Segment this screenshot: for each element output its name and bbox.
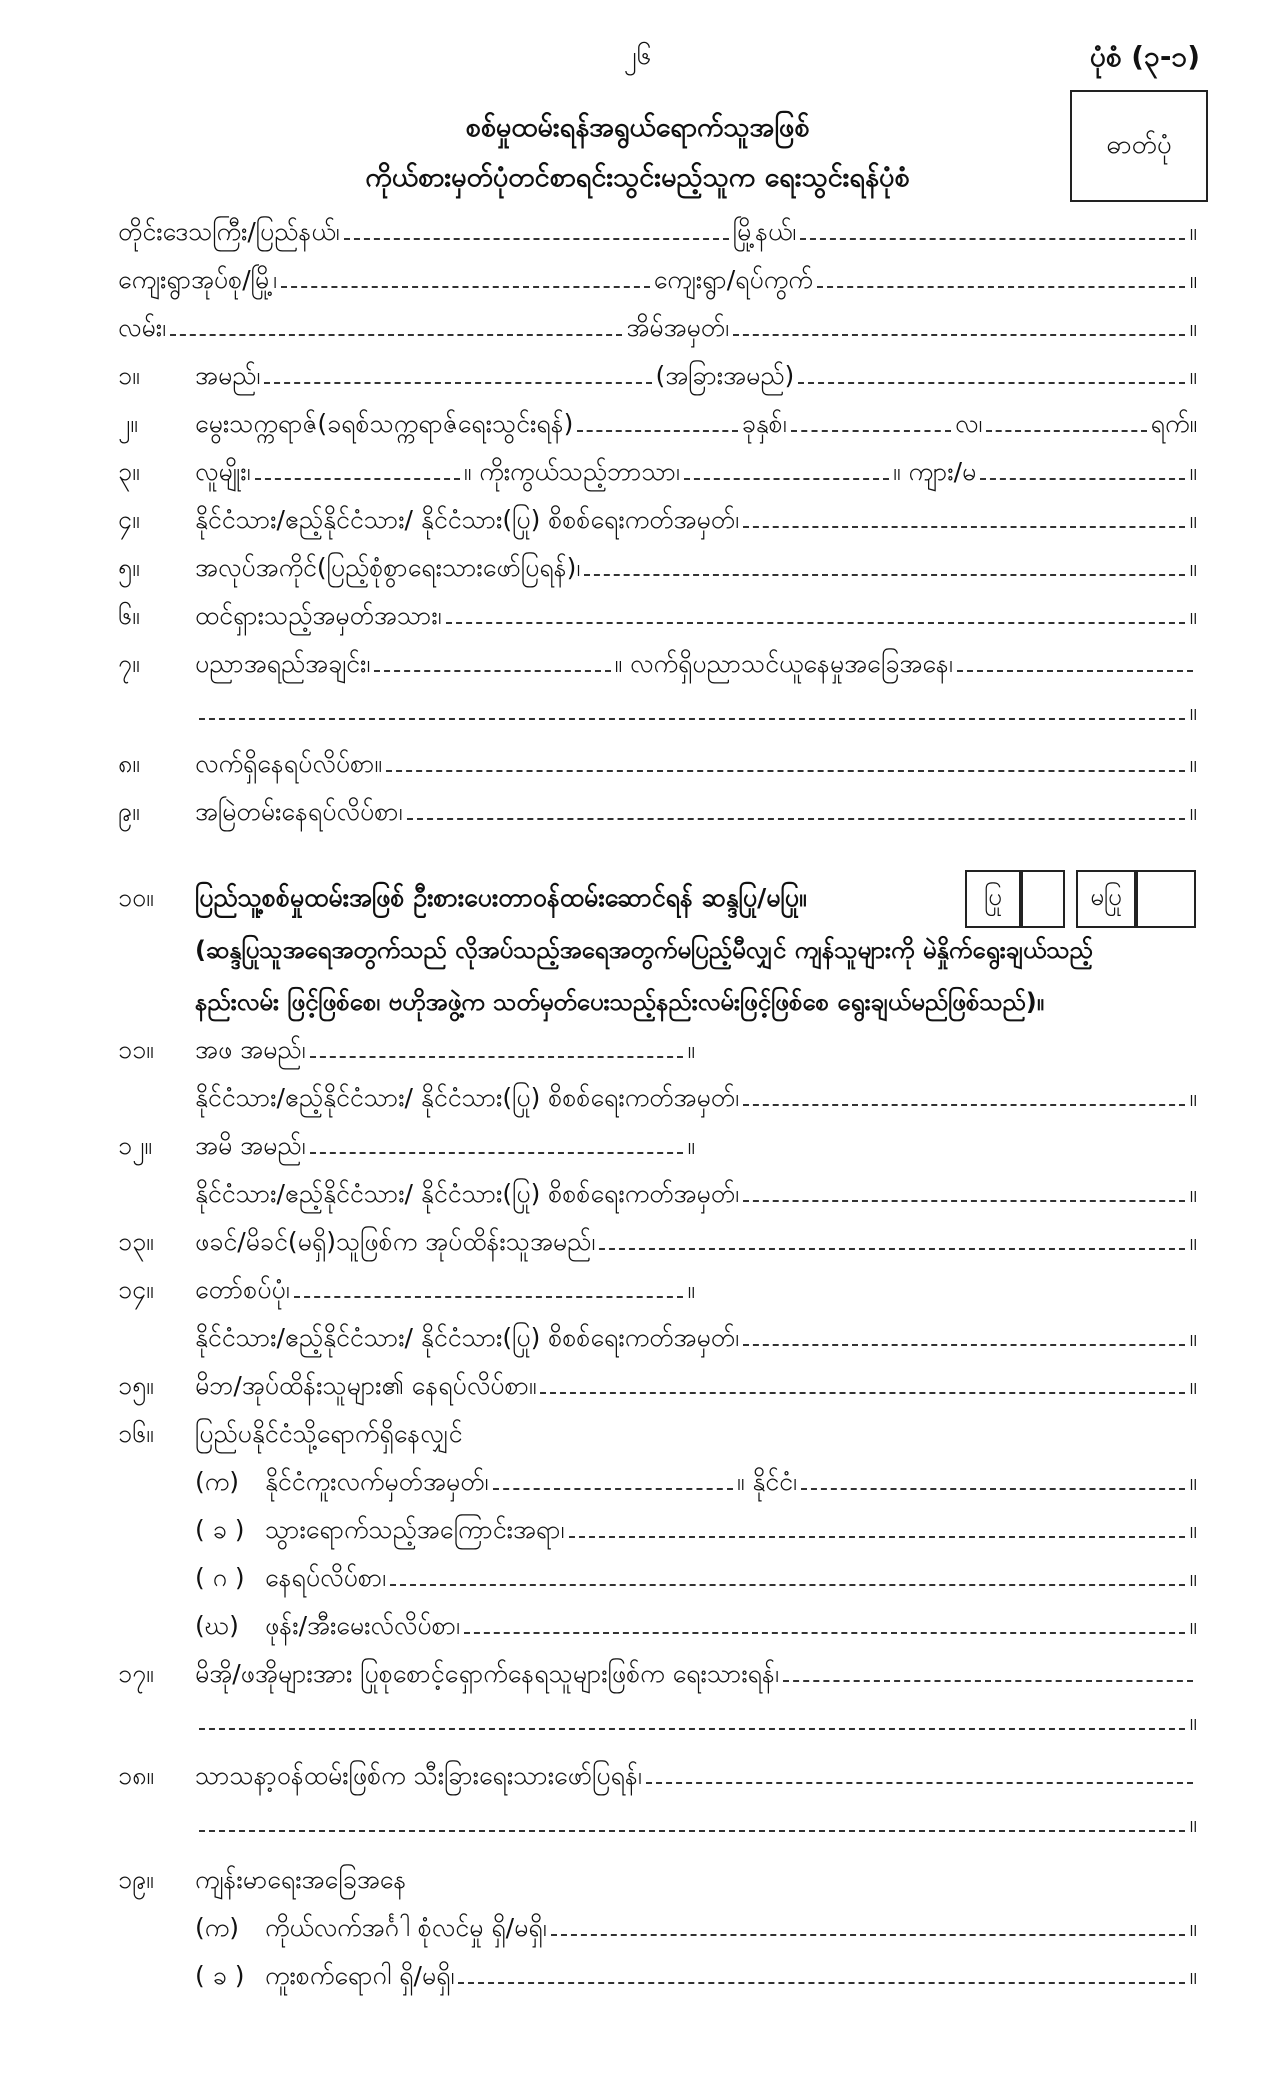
item-9-row <box>195 792 1197 832</box>
month-label: လ၊ <box>954 409 983 438</box>
race-field[interactable] <box>255 452 460 480</box>
study-status-field-continued[interactable] <box>199 692 1185 720</box>
form-title-line-2: ကိုယ်စားမှတ်ပုံတင်စာရင်းသွင်းမည့်သူက ရေးသွင်းရန်ပုံစံ <box>365 162 910 193</box>
health-disease-row <box>195 1956 1197 1996</box>
end-mark: ။ <box>1189 1563 1197 1592</box>
guardian-nrc-field[interactable] <box>743 1318 1185 1346</box>
item-9-number: ၉။ <box>118 797 140 826</box>
mother-nrc-field[interactable] <box>743 1174 1185 1202</box>
sub-letter-kha: ( ခ ) <box>195 1515 245 1544</box>
village-tract-label: ကျေးရွာအုပ်စု/မြို့၊ <box>118 265 277 294</box>
item-11-number: ၁၁။ <box>118 1035 154 1064</box>
page-number: ၂၆ <box>623 41 652 71</box>
end-mark: ။ <box>1189 601 1197 630</box>
end-mark: ။ <box>1189 265 1197 294</box>
end-mark: ။ <box>1189 553 1197 582</box>
race-label: လူမျိုး၊ <box>195 457 251 486</box>
consent-question: ပြည်သူ့စစ်မှုထမ်းအဖြစ် ဦးစားပေးတာဝန်ထမ်းဆောင်ရန် ဆန္ဒပြု/မပြု။ <box>195 883 807 912</box>
item-13-number: ၁၃။ <box>118 1227 154 1256</box>
parents-address-label: မိဘ/အုပ်ထိန်းသူများ၏ နေရပ်လိပ်စာ။ <box>195 1371 537 1400</box>
location-row-2 <box>118 260 1197 300</box>
day-label: ရက်။ <box>1150 409 1197 438</box>
caregiver-row <box>195 1654 1197 1694</box>
gender-label: ။ ကျား/မ <box>893 457 977 486</box>
end-mark: ။ <box>1189 1371 1197 1400</box>
house-field[interactable] <box>733 308 1185 336</box>
item-16-number: ၁၆။ <box>118 1419 154 1448</box>
passport-label: နိုင်ငံကူးလက်မှတ်အမှတ်၊ <box>265 1467 489 1496</box>
occupation-label: အလုပ်အကိုင်(ပြည့်စုံစွာရေးသားဖော်ပြရန်)၊ <box>195 553 581 582</box>
abroad-address-field[interactable] <box>390 1558 1185 1586</box>
end-mark: ။ <box>1189 749 1197 778</box>
disease-field[interactable] <box>458 1956 1185 1984</box>
country-label: ။ နိုင်ငံ၊ <box>736 1467 797 1496</box>
item-18-number: ၁၈။ <box>118 1761 154 1790</box>
sub-letter-ka: (က) <box>195 1467 239 1496</box>
form-title-line-1: စစ်မှုထမ်းရန်အရွယ်ရောက်သူအဖြစ် <box>465 112 810 143</box>
consent-no-label: မပြု <box>1090 883 1122 911</box>
region-label: တိုင်းဒေသကြီး/ပြည်နယ်၊ <box>118 217 340 246</box>
end-mark: ။ <box>1189 1809 1197 1838</box>
guardian-field[interactable] <box>599 1222 1185 1250</box>
health-limbs-row <box>195 1908 1197 1948</box>
country-field[interactable] <box>801 1462 1185 1490</box>
item-6-number: ၆။ <box>118 601 140 630</box>
item-8-number: ၈။ <box>118 749 140 778</box>
village-label: ကျေးရွာ/ရပ်ကွက် <box>653 265 813 294</box>
father-nrc-label: နိုင်ငံသား/ဧည့်နိုင်ငံသား/ နိုင်ငံသား(ပြု) စိစစ်ရေးကတ်အမှတ်၊ <box>195 1083 740 1112</box>
street-label: လမ်း၊ <box>118 313 167 342</box>
item-2-number: ၂။ <box>118 409 138 438</box>
dob-month-field[interactable] <box>791 404 951 432</box>
education-field[interactable] <box>374 644 610 672</box>
father-name-label: အဖ အမည်၊ <box>195 1035 306 1064</box>
item-3-row <box>195 452 1197 492</box>
location-row-3 <box>118 308 1197 348</box>
study-status-label: ။ လက်ရှိပညာသင်ယူနေမှုအခြေအနေ၊ <box>614 649 953 678</box>
dob-day-field[interactable] <box>986 404 1146 432</box>
item-19-number: ၁၉။ <box>118 1865 154 1894</box>
religious-row-continued <box>195 1804 1197 1844</box>
abroad-passport-row <box>195 1462 1197 1502</box>
gender-field[interactable] <box>980 452 1185 480</box>
religious-label: သာသနာ့ဝန်ထမ်းဖြစ်က သီးခြားရေးသားဖော်ပြရန်၊ <box>195 1761 642 1790</box>
end-mark: ။ <box>1189 1707 1197 1736</box>
guardian-row <box>195 1222 1197 1262</box>
item-5-number: ၅။ <box>118 553 140 582</box>
item-8-row <box>195 744 1197 784</box>
consent-no-checkbox[interactable] <box>1136 870 1196 928</box>
dob-label: မွေးသက္ကရာဇ်(ခရစ်သက္ကရာဇ်ရေးသွင်းရန်) <box>195 409 574 438</box>
item-3-number: ၃။ <box>118 457 140 486</box>
guardian-nrc-row <box>195 1318 1197 1358</box>
religion-field[interactable] <box>684 452 889 480</box>
permanent-address-label: အမြဲတမ်းနေရပ်လိပ်စာ၊ <box>195 797 403 826</box>
consent-yes-checkbox[interactable] <box>1021 870 1065 928</box>
end-mark: ။ <box>687 1131 695 1160</box>
guardian-nrc-label: နိုင်ငံသား/ဧည့်နိုင်ငံသား/ နိုင်ငံသား(ပြု) စိစစ်ရေးကတ်အမှတ်၊ <box>195 1323 740 1352</box>
end-mark: ။ <box>1189 797 1197 826</box>
sub-letter-kha: ( ခ ) <box>195 1961 245 1990</box>
end-mark: ။ <box>1189 1467 1197 1496</box>
township-label: မြို့နယ်၊ <box>732 217 797 246</box>
item-4-number: ၄။ <box>118 505 140 534</box>
year-label: ခုနှစ်၊ <box>741 409 787 438</box>
disease-label: ကူးစက်ရောဂါ ရှိ/မရှိ၊ <box>265 1961 455 1990</box>
study-status-field[interactable] <box>957 644 1193 672</box>
end-mark: ။ <box>1189 1323 1197 1352</box>
sub-letter-gha: (ဃ) <box>195 1611 239 1640</box>
health-label: ကျန်းမာရေးအခြေအနေ <box>195 1865 407 1894</box>
marks-field[interactable] <box>446 596 1186 624</box>
sub-letter-ka: (က) <box>195 1913 239 1942</box>
end-mark: ။ <box>1189 1961 1197 1990</box>
item-7-number: ၇။ <box>118 649 140 678</box>
marks-label: ထင်ရှားသည့်အမှတ်အသား၊ <box>195 601 442 630</box>
caregiver-label: မိအို/ဖအိုများအား ပြုစုစောင့်ရှောက်နေရသူများဖြစ်က ရေးသားရန်၊ <box>195 1659 779 1688</box>
guardian-label: ဖခင်/မိခင်(မရှိ)သူဖြစ်က အုပ်ထိန်းသူအမည်၊ <box>195 1227 596 1256</box>
father-nrc-row <box>195 1078 1197 1118</box>
end-mark: ။ <box>1189 361 1197 390</box>
end-mark: ။ <box>1189 1913 1197 1942</box>
parents-address-row <box>195 1366 1197 1406</box>
current-address-field[interactable] <box>386 744 1185 772</box>
end-mark: ။ <box>687 1275 695 1304</box>
permanent-address-field[interactable] <box>407 792 1186 820</box>
item-17-number: ၁၇။ <box>118 1659 154 1688</box>
item-1-number: ၁။ <box>118 361 140 390</box>
mother-name-label: အမိ အမည်၊ <box>195 1131 306 1160</box>
consent-yes-label: ပြု <box>984 883 1002 911</box>
name-field[interactable] <box>264 356 651 384</box>
photo-box-label: ဓာတ်ပုံ <box>1106 129 1172 160</box>
religious-row <box>195 1756 1197 1796</box>
region-field[interactable] <box>344 212 729 240</box>
end-mark: ။ <box>1189 1227 1197 1256</box>
mother-nrc-row <box>195 1174 1197 1214</box>
location-row-1 <box>118 212 1197 252</box>
relation-field[interactable] <box>294 1270 684 1298</box>
item-14-number: ၁၄။ <box>118 1275 154 1304</box>
religion-label: ။ ကိုးကွယ်သည့်ဘာသာ၊ <box>463 457 680 486</box>
end-mark: ။ <box>1189 697 1197 726</box>
other-name-label: (အခြားအမည်) <box>655 361 795 390</box>
purpose-field[interactable] <box>569 1510 1186 1538</box>
nrc-label: နိုင်ငံသား/ဧည့်နိုင်ငံသား/ နိုင်ငံသား(ပြု) စိစစ်ရေးကတ်အမှတ်၊ <box>195 505 740 534</box>
mother-row <box>195 1126 695 1166</box>
relation-row <box>195 1270 695 1310</box>
purpose-label: သွားရောက်သည့်အကြောင်းအရာ၊ <box>265 1515 565 1544</box>
caregiver-field[interactable] <box>783 1654 1193 1682</box>
abroad-address-row <box>195 1558 1197 1598</box>
father-nrc-field[interactable] <box>743 1078 1185 1106</box>
caregiver-row-continued <box>195 1702 1197 1742</box>
end-mark: ။ <box>1189 1611 1197 1640</box>
item-7-row <box>195 644 1197 684</box>
consent-note-line-1: (ဆန္ဒပြုသူအရေအတွက်သည် လိုအပ်သည့်အရေအတွက်မပြည့်မီလျှင် ကျန်သူများကို မဲနှိုက်ရွေးချယ်သည့် <box>195 936 1093 964</box>
street-field[interactable] <box>170 308 622 336</box>
sub-letter-ga: ( ဂ ) <box>195 1563 245 1592</box>
township-field[interactable] <box>800 212 1185 240</box>
consent-note-line-2: နည်းလမ်း ဖြင့်ဖြစ်စေ၊ ဗဟိုအဖွဲ့က သတ်မှတ်ပေးသည့်နည်းလမ်းဖြင့်ဖြစ်စေ ရွေးချယ်မည်ဖြစ်သည်)။ <box>195 988 1044 1016</box>
passport-field[interactable] <box>493 1462 733 1490</box>
education-label: ပညာအရည်အချင်း၊ <box>195 649 371 678</box>
village-tract-field[interactable] <box>281 260 650 288</box>
form-number: ပုံစံ (၃-၁) <box>1089 40 1200 73</box>
parents-address-field[interactable] <box>540 1366 1185 1394</box>
limbs-label: ကိုယ်လက်အင်္ဂါ စုံလင်မှု ရှိ/မရှိ၊ <box>265 1913 547 1942</box>
end-mark: ။ <box>1189 1515 1197 1544</box>
other-name-field[interactable] <box>798 356 1185 384</box>
end-mark: ။ <box>1189 1179 1197 1208</box>
current-address-label: လက်ရှိနေရပ်လိပ်စာ။ <box>195 749 382 778</box>
father-name-field[interactable] <box>310 1030 684 1058</box>
religious-field-continued[interactable] <box>199 1804 1185 1832</box>
father-row <box>195 1030 695 1070</box>
item-6-row <box>195 596 1197 636</box>
item-10-number: ၁၀။ <box>118 883 154 912</box>
end-mark: ။ <box>1189 1083 1197 1112</box>
item-4-row <box>195 500 1197 540</box>
mother-name-field[interactable] <box>310 1126 684 1154</box>
abroad-contact-row <box>195 1606 1197 1646</box>
caregiver-field-continued[interactable] <box>199 1702 1185 1730</box>
contact-field[interactable] <box>464 1606 1186 1634</box>
end-mark: ။ <box>687 1035 695 1064</box>
religious-field[interactable] <box>646 1756 1193 1784</box>
contact-label: ဖုန်း/အီးမေးလ်လိပ်စာ၊ <box>265 1611 460 1640</box>
consent-yes-box <box>965 870 1021 928</box>
end-mark: ။ <box>1189 217 1197 246</box>
item-12-number: ၁၂။ <box>118 1131 152 1160</box>
end-mark: ။ <box>1189 457 1197 486</box>
dob-year-field[interactable] <box>577 404 737 432</box>
name-label: အမည်၊ <box>195 361 261 390</box>
house-label: အိမ်အမှတ်၊ <box>626 313 730 342</box>
abroad-address-label: နေရပ်လိပ်စာ၊ <box>265 1563 387 1592</box>
abroad-label: ပြည်ပနိုင်ငံသို့ရောက်ရှိနေလျှင် <box>195 1419 463 1448</box>
item-2-row <box>195 404 1197 444</box>
item-7-row-continued <box>195 692 1197 732</box>
mother-nrc-label: နိုင်ငံသား/ဧည့်နိုင်ငံသား/ နိုင်ငံသား(ပြု) စိစစ်ရေးကတ်အမှတ်၊ <box>195 1179 740 1208</box>
end-mark: ။ <box>1189 505 1197 534</box>
relation-label: တော်စပ်ပုံ၊ <box>195 1275 290 1304</box>
occupation-field[interactable] <box>584 548 1185 576</box>
end-mark: ။ <box>1189 313 1197 342</box>
village-field[interactable] <box>817 260 1186 288</box>
limbs-field[interactable] <box>551 1908 1186 1936</box>
item-5-row <box>195 548 1197 588</box>
item-15-number: ၁၅။ <box>118 1371 154 1400</box>
nrc-field[interactable] <box>743 500 1185 528</box>
item-1-row <box>195 356 1197 396</box>
consent-no-box <box>1076 870 1136 928</box>
abroad-purpose-row <box>195 1510 1197 1550</box>
